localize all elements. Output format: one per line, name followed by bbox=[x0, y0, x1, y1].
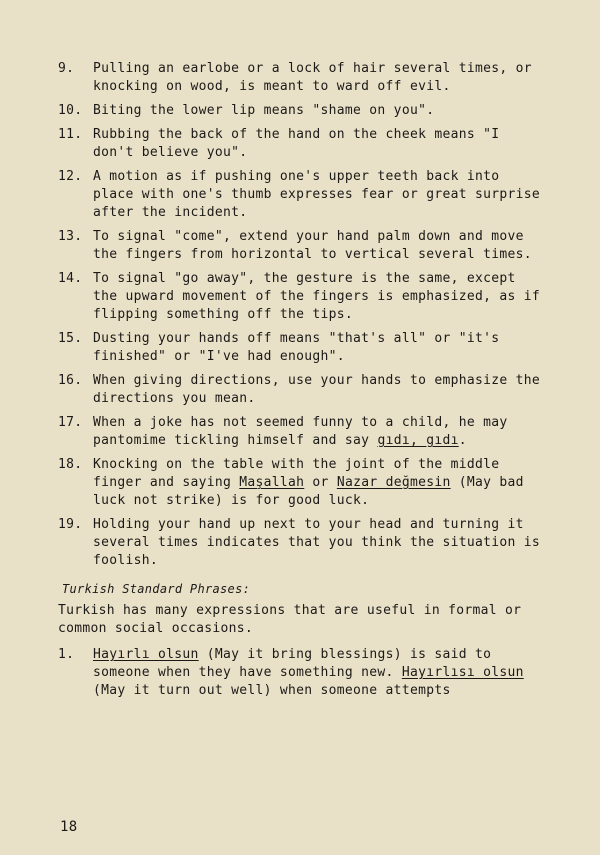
list-item bbox=[58, 228, 540, 264]
text-run: (May bad luck not strike) is for good luck. bbox=[93, 475, 532, 508]
phrase-list bbox=[58, 646, 540, 700]
item-text bbox=[93, 60, 540, 96]
item-number: 13. bbox=[58, 229, 83, 244]
text-run: Rubbing the back of the hand on the cheek means "I don't believe you". bbox=[93, 127, 508, 160]
item-text bbox=[93, 414, 540, 450]
item-number: 10. bbox=[58, 103, 83, 118]
turkish-phrase: Hayırlı olsun bbox=[93, 647, 199, 662]
item-text bbox=[93, 228, 540, 264]
section-heading: Turkish Standard Phrases: bbox=[62, 582, 251, 596]
item-number: 14. bbox=[58, 271, 83, 286]
item-text bbox=[93, 270, 549, 324]
item-number: 16. bbox=[58, 373, 83, 388]
item-text bbox=[93, 330, 540, 366]
list-item bbox=[58, 372, 549, 408]
item-number: 11. bbox=[58, 127, 83, 142]
item-number: 12. bbox=[58, 169, 83, 184]
list-item bbox=[58, 456, 540, 510]
text-run: Holding your hand up next to your head and turning it several times indicates that you think the situation is foolish. bbox=[93, 517, 549, 568]
section-intro: Turkish has many expressions that are useful in formal or common social occasions. bbox=[58, 603, 522, 636]
list-item bbox=[58, 102, 540, 120]
text-run: A motion as if pushing one's upper teeth back into place with one's thumb expresses fear or great surprise after the incident. bbox=[93, 169, 549, 220]
page-number: 18 bbox=[60, 819, 78, 835]
turkish-phrase: Hayırlısı olsun bbox=[401, 665, 524, 680]
item-number: 18. bbox=[58, 457, 83, 472]
item-text bbox=[93, 372, 549, 408]
item-number: 1. bbox=[58, 647, 75, 662]
text-run: . bbox=[458, 433, 467, 448]
gesture-list bbox=[58, 60, 549, 570]
item-number: 19. bbox=[58, 517, 83, 532]
item-number: 17. bbox=[58, 415, 83, 430]
list-item bbox=[58, 126, 540, 162]
turkish-phrase: Nazar değmesin bbox=[336, 475, 451, 490]
list-item bbox=[58, 168, 549, 222]
list-item bbox=[58, 60, 540, 96]
text-run: To signal "go away", the gesture is the same, except the upward movement of the fingers is emphasized, as if flipping something off the tips. bbox=[93, 271, 549, 322]
text-run: (May it bring blessings) is said to someone when they have something new. bbox=[93, 647, 500, 680]
item-number: 9. bbox=[58, 61, 75, 76]
list-item bbox=[58, 414, 540, 450]
list-item bbox=[58, 270, 549, 324]
item-text bbox=[93, 516, 549, 570]
text-run: To signal "come", extend your hand palm down and move the fingers from horizontal to vertical several times. bbox=[93, 229, 532, 262]
text-run: When giving directions, use your hands to emphasize the directions you mean. bbox=[93, 373, 549, 406]
turkish-phrase: gıdı, gıdı bbox=[377, 433, 459, 448]
turkish-phrase: Maşallah bbox=[239, 475, 305, 490]
item-text bbox=[93, 456, 540, 510]
item-number: 15. bbox=[58, 331, 83, 346]
list-item bbox=[58, 646, 540, 700]
text-run: (May it turn out well) when someone attempts bbox=[93, 665, 532, 698]
item-text bbox=[93, 168, 549, 222]
text-run: Knocking on the table with the joint of the middle finger and saying bbox=[93, 457, 508, 490]
text-run: When a joke has not seemed funny to a child, he may pantomime tickling himself and say bbox=[93, 415, 516, 448]
text-run: Dusting your hands off means "that's all" or "it's finished" or "I've had enough". bbox=[93, 331, 508, 364]
item-text bbox=[93, 102, 540, 120]
list-item bbox=[58, 516, 549, 570]
item-text bbox=[93, 646, 540, 700]
text-run: Biting the lower lip means "shame on you". bbox=[93, 103, 435, 118]
list-item bbox=[58, 330, 540, 366]
text-run: Pulling an earlobe or a lock of hair several times, or knocking on wood, is meant to ward off evil. bbox=[93, 61, 540, 94]
text-run: or bbox=[304, 475, 337, 490]
item-text bbox=[93, 126, 540, 162]
